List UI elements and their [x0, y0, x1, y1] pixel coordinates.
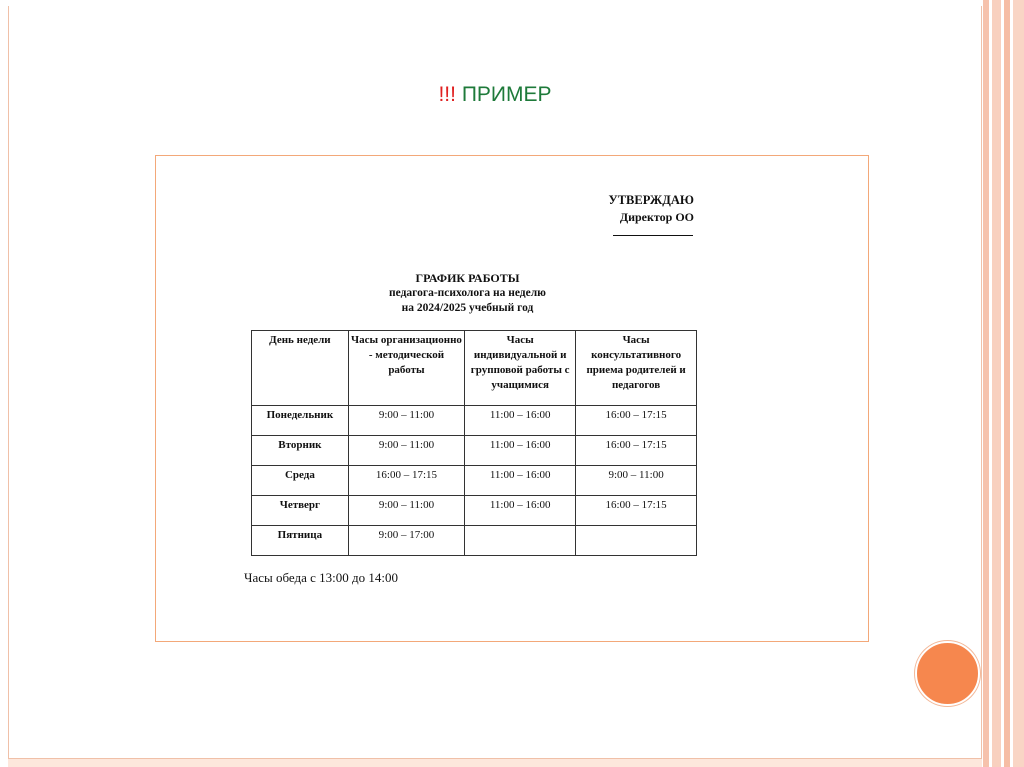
table-cell: 16:00 – 17:15	[348, 466, 464, 496]
approval-block	[609, 192, 694, 226]
lunch-note: Часы обеда с 13:00 до 14:00	[244, 570, 399, 585]
table-cell-day: Понедельник	[252, 406, 349, 436]
table-cell: 9:00 – 11:00	[348, 406, 464, 436]
decor-stripe	[1004, 0, 1010, 767]
schedule-table	[251, 330, 697, 556]
slide-title	[0, 83, 990, 107]
table-row	[252, 436, 697, 466]
table-cell: 9:00 – 11:00	[348, 496, 464, 526]
table-cell-day: Пятница	[252, 526, 349, 556]
table-cell-day: Вторник	[252, 436, 349, 466]
heading-main: ГРАФИК РАБОТЫ	[415, 271, 520, 285]
table-header-row	[252, 331, 697, 406]
table-cell	[465, 526, 576, 556]
table-row	[252, 406, 697, 436]
signature-line	[613, 235, 693, 236]
table-header-cell: Часы консультативного приема родителей и педагогов	[576, 331, 697, 406]
table-cell	[576, 526, 697, 556]
table-cell: 11:00 – 16:00	[465, 436, 576, 466]
table-cell-day: Среда	[252, 466, 349, 496]
table-row	[252, 496, 697, 526]
table-cell: 11:00 – 16:00	[465, 496, 576, 526]
table-cell: 11:00 – 16:00	[465, 406, 576, 436]
table-cell: 9:00 – 11:00	[348, 436, 464, 466]
table-header-cell: Часы организационно - методической работы	[348, 331, 464, 406]
decor-stripe	[992, 0, 1001, 767]
table-header-cell: День недели	[252, 331, 349, 406]
document-heading	[156, 271, 779, 316]
table-row	[252, 466, 697, 496]
approval-title: УТВЕРЖДАЮ	[608, 193, 694, 207]
table-cell: 16:00 – 17:15	[576, 406, 697, 436]
table-cell: 11:00 – 16:00	[465, 466, 576, 496]
document-image	[155, 155, 869, 642]
table-cell: 9:00 – 17:00	[348, 526, 464, 556]
table-row	[252, 526, 697, 556]
decor-stripe	[1013, 0, 1024, 767]
table-header-cell: Часы индивидуальной и групповой работы с учащимися	[465, 331, 576, 406]
title-marks: !!!	[438, 83, 456, 106]
title-text: ПРИМЕР	[461, 83, 552, 106]
approval-role: Директор ОО	[619, 210, 694, 224]
table-cell: 16:00 – 17:15	[576, 436, 697, 466]
table-cell: 16:00 – 17:15	[576, 496, 697, 526]
decor-stripe	[983, 0, 989, 767]
heading-sub: педагога-психолога на неделю	[389, 287, 546, 299]
table-cell-day: Четверг	[252, 496, 349, 526]
table-cell: 9:00 – 11:00	[576, 466, 697, 496]
decor-circle	[915, 641, 980, 706]
heading-year: на 2024/2025 учебный год	[401, 302, 534, 314]
decor-bottom-band	[8, 759, 982, 767]
